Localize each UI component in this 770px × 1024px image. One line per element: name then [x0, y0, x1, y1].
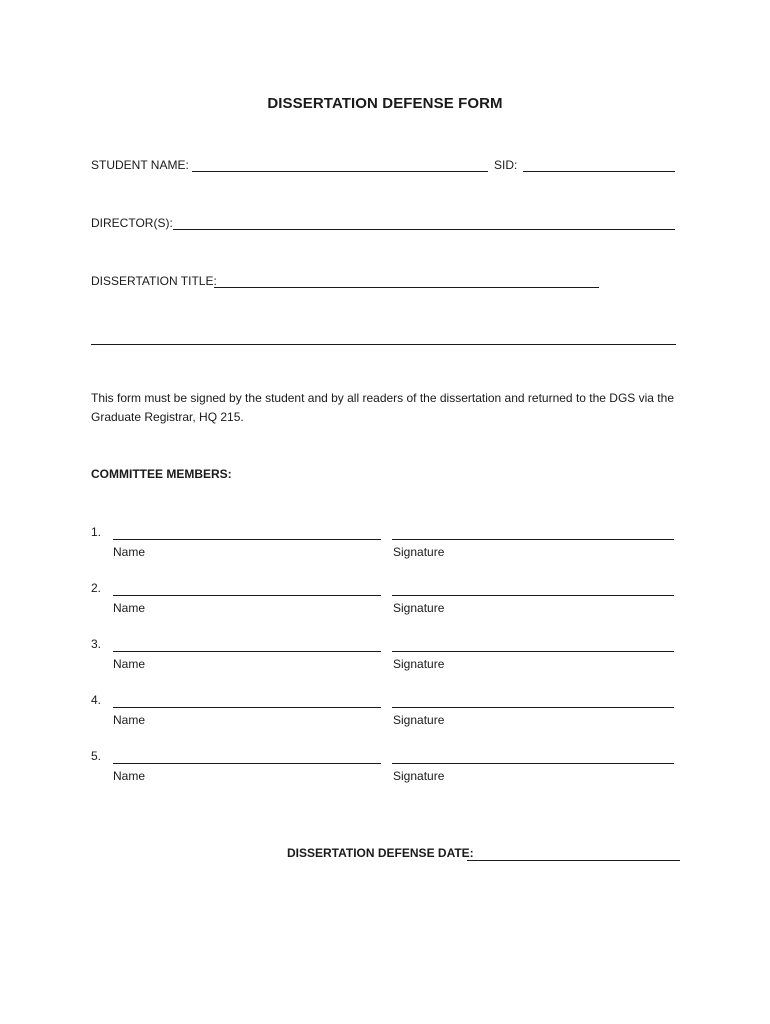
member-name-label: Name — [113, 769, 146, 783]
form-title: DISSERTATION DEFENSE FORM — [267, 95, 503, 112]
committee-heading: COMMITTEE MEMBERS: — [91, 467, 232, 481]
member-name-label: Name — [113, 601, 146, 615]
dissertation-title-field-line-2[interactable] — [91, 344, 676, 345]
member-name-field[interactable] — [113, 651, 381, 652]
defense-date-label: DISSERTATION DEFENSE DATE: — [287, 846, 474, 860]
member-name-label: Name — [113, 713, 146, 727]
dissertation-title-label: DISSERTATION TITLE: — [91, 274, 217, 288]
member-signature-label: Signature — [393, 713, 445, 727]
member-name-label: Name — [113, 545, 146, 559]
member-signature-label: Signature — [393, 545, 445, 559]
member-signature-field[interactable] — [392, 539, 674, 540]
member-signature-label: Signature — [393, 601, 445, 615]
sid-label: SID: — [494, 158, 518, 172]
member-signature-label: Signature — [393, 657, 445, 671]
member-name-label: Name — [113, 657, 146, 671]
member-number: 2. — [91, 581, 102, 595]
member-number: 4. — [91, 693, 102, 707]
member-name-field[interactable] — [113, 539, 381, 540]
member-name-field[interactable] — [113, 707, 381, 708]
dissertation-title-field[interactable] — [214, 287, 599, 288]
defense-date-field[interactable] — [467, 860, 680, 861]
member-signature-field[interactable] — [392, 595, 674, 596]
member-name-field[interactable] — [113, 763, 381, 764]
member-signature-label: Signature — [393, 769, 445, 783]
member-name-field[interactable] — [113, 595, 381, 596]
student-name-field[interactable] — [192, 171, 488, 172]
student-name-label: STUDENT NAME: — [91, 158, 189, 172]
instructions-text: This form must be signed by the student and by all readers of the dissertation and returned to the DGS via the Graduate Registrar, HQ 215. — [91, 391, 674, 424]
member-number: 5. — [91, 749, 102, 763]
sid-field[interactable] — [523, 171, 675, 172]
member-signature-field[interactable] — [392, 651, 674, 652]
directors-field[interactable] — [173, 229, 675, 230]
directors-label: DIRECTOR(S): — [91, 216, 173, 230]
member-signature-field[interactable] — [392, 763, 674, 764]
member-number: 1. — [91, 525, 102, 539]
member-signature-field[interactable] — [392, 707, 674, 708]
member-number: 3. — [91, 637, 102, 651]
